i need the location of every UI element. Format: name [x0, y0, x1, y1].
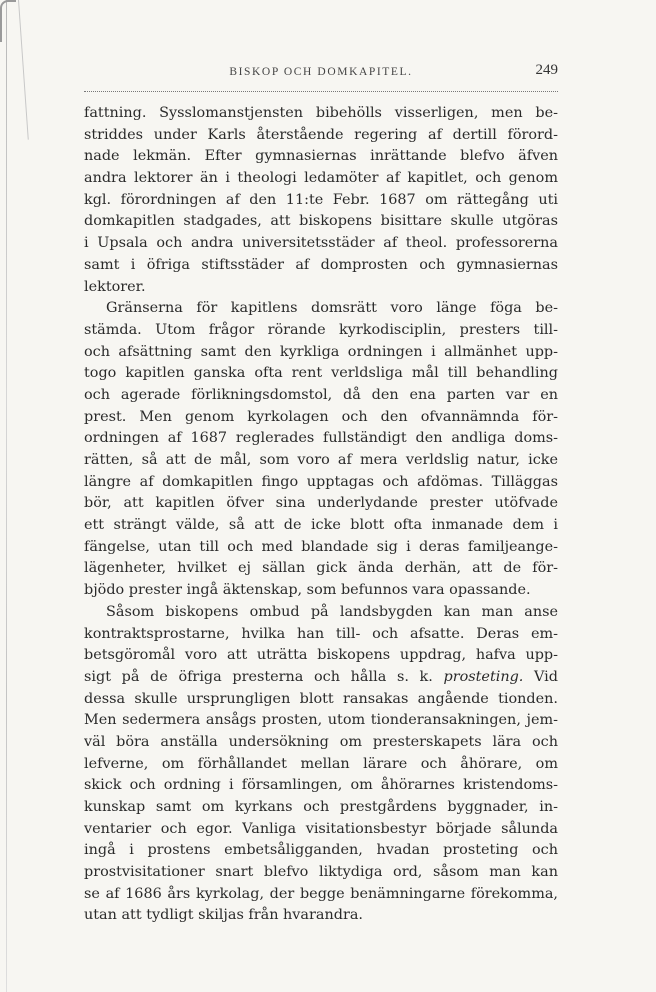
header-rule	[84, 91, 558, 92]
text-line: ordningen af 1687 reglerades fullständigt den andliga doms-	[84, 430, 558, 447]
paragraph-1	[84, 103, 558, 298]
binding-edge-shadow	[18, 0, 29, 140]
text-line: prostvisitationer snart blefvo liktydiga ord, såsom man kan	[84, 864, 558, 881]
paragraph-2	[84, 298, 558, 602]
text-line: kontraktsprostarne, hvilka han till- och afsatte. Deras em-	[84, 625, 558, 642]
emphasized-term: prosteting.	[443, 668, 524, 685]
text-line: ingå i prostens embetsåligganden, hvadan prosteting och	[84, 842, 558, 859]
text-line: och agerade förlikningsdomstol, då den ena parten var en	[84, 386, 558, 403]
text-line: nade lekmän. Efter gymnasiernas inrättande blefvo äfven	[84, 148, 558, 165]
corner-mark	[0, 0, 16, 42]
text-line: andra lektorer än i theologi ledamöter af kapitlet, och genom	[84, 170, 558, 187]
text-line: fängelse, utan till och med blandade sig i deras familjeange-	[84, 538, 558, 555]
text-line: skick och ordning i församlingen, om åhörarnes kristendoms-	[84, 777, 558, 794]
text-line: rätten, så att de mål, som voro af mera verldslig natur, icke	[84, 452, 558, 468]
text-line: ventarier och egor. Vanliga visitationsbestyr började sålunda	[84, 820, 558, 837]
running-head: BISKOP OCH DOMKAPITEL.	[229, 66, 413, 78]
text-line: prest. Men genom kyrkolagen och den ofvannämnda för-	[84, 408, 558, 425]
text-line: och afsättning samt den kyrkliga ordningen i allmänhet upp-	[84, 343, 558, 360]
text-line: Såsom biskopens ombud på landsbygden kan man anse	[106, 603, 558, 620]
page-number: 249	[535, 62, 558, 78]
text-line: kunskap samt om kyrkans och prestgårdens byggnader, in-	[84, 799, 558, 815]
text-line: fattning. Sysslomanstjensten bibehölls visserligen, men be-	[84, 105, 558, 121]
binding-edge-line	[6, 0, 7, 992]
text-segment: sigt på de öfriga presterna och hålla s. k.	[84, 668, 444, 685]
text-line: längre af domkapitlen fingo upptagas och afdömas. Tilläggas	[84, 473, 558, 490]
text-line: betsgöromål voro att uträtta biskopens uppdrag, hafva upp-	[84, 647, 558, 664]
text-line: stämda. Utom frågor rörande kyrkodisciplin, presters till-	[84, 321, 558, 338]
text-line: lektorer.	[84, 278, 146, 295]
text-line: domkapitlen stadgades, att biskopens bisittare skulle utgöras	[84, 213, 558, 230]
text-line: dessa skulle ursprungligen blott ransakas angående tionden.	[84, 690, 558, 707]
paragraph-3	[84, 602, 558, 927]
body-text	[84, 103, 558, 927]
text-segment: Vid	[523, 668, 558, 685]
text-line-with-emphasis	[84, 667, 558, 689]
text-line: Men sedermera ansågs prosten, utom tionderansakningen, jem-	[84, 712, 558, 729]
text-line: Gränserna för kapitlens domsrätt voro länge föga be-	[106, 300, 558, 317]
text-line: bjödo prester ingå äktenskap, som befunnos vara opassande.	[84, 582, 531, 599]
text-line: lefverne, om förhållandet mellan lärare och åhörare, om	[84, 755, 558, 772]
page-header	[84, 62, 558, 84]
text-line: väl böra anställa undersökning om presterskapets lära och	[84, 733, 558, 750]
text-line: togo kapitlen ganska ofta rent verldsliga mål till behandling	[84, 365, 558, 382]
text-line: i Upsala och andra universitetsstäder af theol. professorerna	[84, 235, 558, 252]
text-line: striddes under Karls återstående regering af dertill förord-	[84, 126, 558, 143]
text-line: se af 1686 års kyrkolag, der begge benämningarne förekomma,	[84, 885, 558, 902]
text-line: samt i öfriga stiftsstäder af domprosten och gymnasiernas	[84, 256, 558, 273]
text-line: ett strängt välde, så att de icke blott ofta inmanade dem i	[84, 517, 558, 534]
text-line: utan att tydligt skiljas från hvarandra.	[84, 907, 363, 924]
text-line: kgl. förordningen af den 11:te Febr. 1687 om rättegång uti	[84, 191, 558, 208]
text-line: lägenheter, hvilket ej sällan gick ända derhän, att de för-	[84, 560, 558, 577]
text-line: bör, att kapitlen öfver sina underlydande prester utöfvade	[84, 495, 558, 512]
